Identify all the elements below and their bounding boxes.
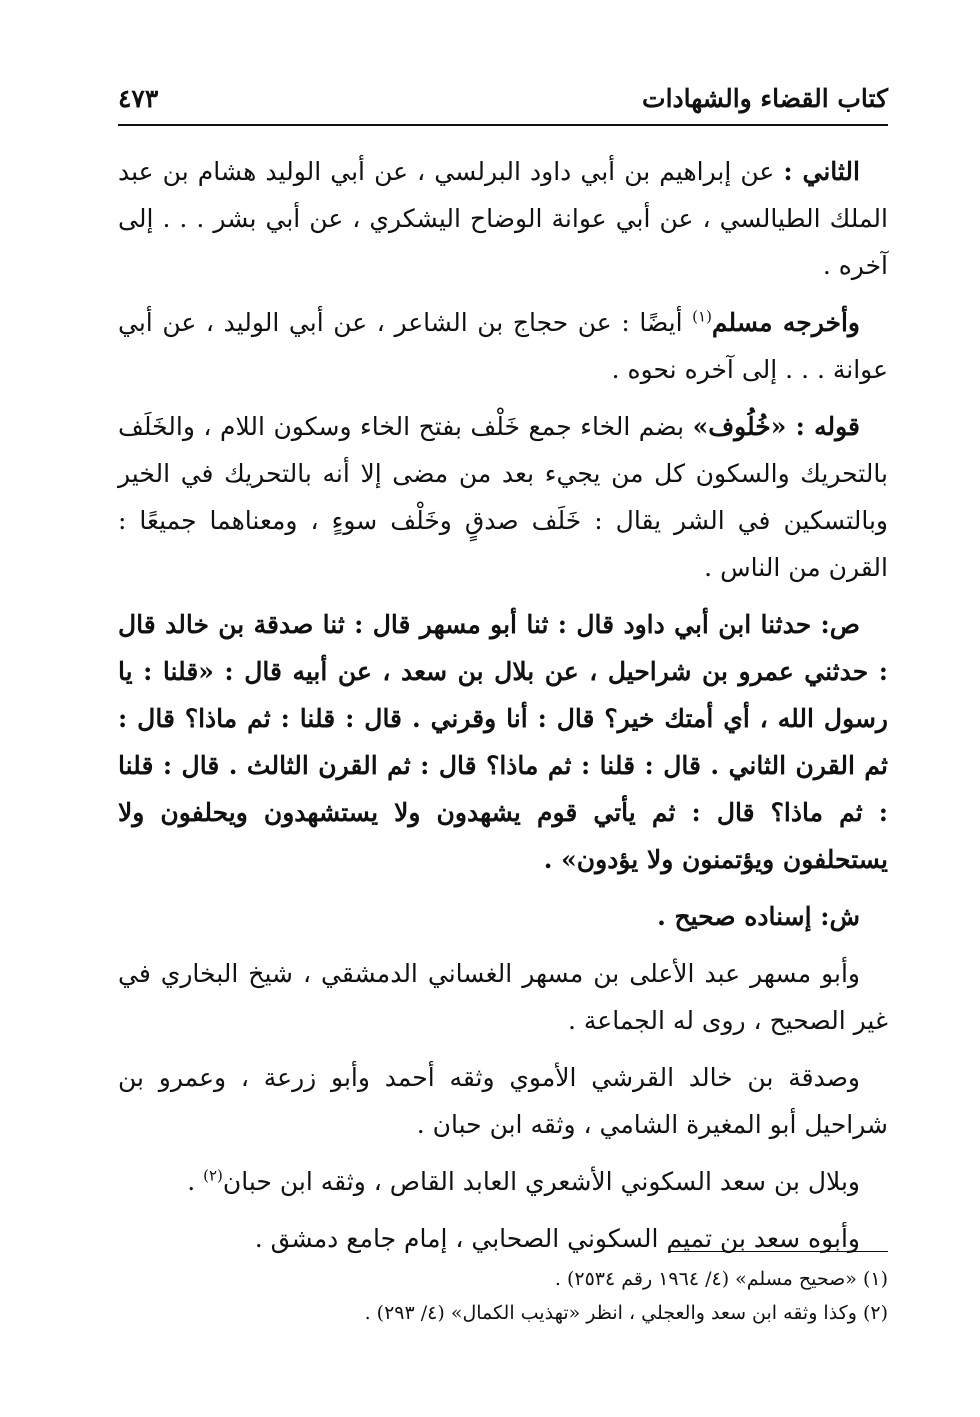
footnote-divider — [668, 1251, 888, 1252]
paragraph-text: وأبو مسهر عبد الأعلى بن مسهر الغساني الدمشقي ، شيخ البخاري في غير الصحيح ، روى له الجماعة . — [118, 959, 888, 1035]
paragraph-lead: قوله : «خُلُوف» — [692, 412, 860, 441]
paragraph-text: حدثنا ابن أبي داود قال : ثنا أبو مسهر قال : ثنا صدقة بن خالد قال : حدثني عمرو بن شراحيل ، عن بلال بن سعد ، عن أبيه قال : «قلنا : يا رسول الله ، أي أمتك خير؟ قال : أنا وقرني . قال : قلنا : ثم ماذا؟ قال : ثم القرن الثاني . قال : قلنا : ثم ماذا؟ قال : ثم القرن الثالث . قال : قلنا : ثم ماذا؟ قال : ثم يأتي قوم يشهدون ولا يستشهدون ويحلفون ولا يستحلفون ويؤتمنون ولا يؤدون» . — [118, 610, 888, 874]
paragraph-sadaqa — [118, 1054, 888, 1148]
paragraph-lead: ش: — [820, 902, 860, 931]
footnote-1: (١) «صحيح مسلم» (٤/ ١٩٦٤ رقم ٢٥٣٤) . — [554, 1268, 888, 1290]
paragraph-khuluf — [118, 403, 888, 591]
paragraph-commentary — [118, 893, 888, 940]
main-text — [118, 148, 888, 1272]
page-number: ٤٧٣ — [118, 84, 159, 113]
running-header — [118, 82, 888, 122]
paragraph-tail: . — [187, 1167, 204, 1196]
paragraph-lead: الثاني : — [783, 157, 860, 186]
paragraph-text: وأبوه سعد بن تميم السكوني الصحابي ، إمام جامع دمشق . — [254, 1224, 860, 1253]
paragraph-hadith — [118, 601, 888, 883]
paragraph-text: أيضًا : عن حجاج بن الشاعر ، عن أبي الوليد ، عن أبي عوانة . . . إلى آخره نحوه . — [118, 308, 888, 384]
paragraph-abu-mushir — [118, 950, 888, 1044]
paragraph-lead: وأخرجه مسلم — [711, 308, 861, 337]
footnote-ref-1[interactable]: (١) — [692, 307, 712, 326]
paragraph-text: وصدقة بن خالد القرشي الأموي وثقه أحمد وأبو زرعة ، وعمرو بن شراحيل أبو المغيرة الشامي ، وثقه ابن حبان . — [118, 1063, 888, 1139]
paragraph-text: إسناده صحيح . — [657, 902, 821, 931]
paragraph-muslim — [118, 299, 888, 393]
paragraph-text: وبلال بن سعد السكوني الأشعري العابد القاص ، وثقه ابن حبان — [222, 1167, 860, 1196]
footnotes — [118, 1262, 888, 1330]
paragraph-second-chain — [118, 148, 888, 289]
header-divider — [118, 124, 888, 126]
chapter-title: كتاب القضاء والشهادات — [642, 84, 888, 113]
paragraph-bilal — [118, 1158, 888, 1205]
footnote-ref-2[interactable]: (٢) — [203, 1166, 223, 1185]
paragraph-lead: ص: — [820, 610, 860, 639]
paragraph-saad — [118, 1215, 888, 1262]
footnote-2: (٢) وكذا وثقه ابن سعد والعجلي ، انظر «تهذيب الكمال» (٤/ ٢٩٣) . — [364, 1302, 888, 1324]
paragraph-text: بضم الخاء جمع خَلْف بفتح الخاء وسكون اللام ، والخَلَف بالتحريك والسكون كل من يجيء بعد من مضى إلا أنه بالتحريك في الخير وبالتسكين في الشر يقال : خَلَف صدقٍ وخَلْف سوءٍ ، ومعناهما جميعًا : القرن من الناس . — [118, 412, 888, 582]
paragraph-text: عن إبراهيم بن أبي داود البرلسي ، عن أبي الوليد هشام بن عبد الملك الطيالسي ، عن أبي عوانة الوضاح اليشكري ، عن أبي بشر . . . إلى آخره . — [118, 157, 888, 280]
